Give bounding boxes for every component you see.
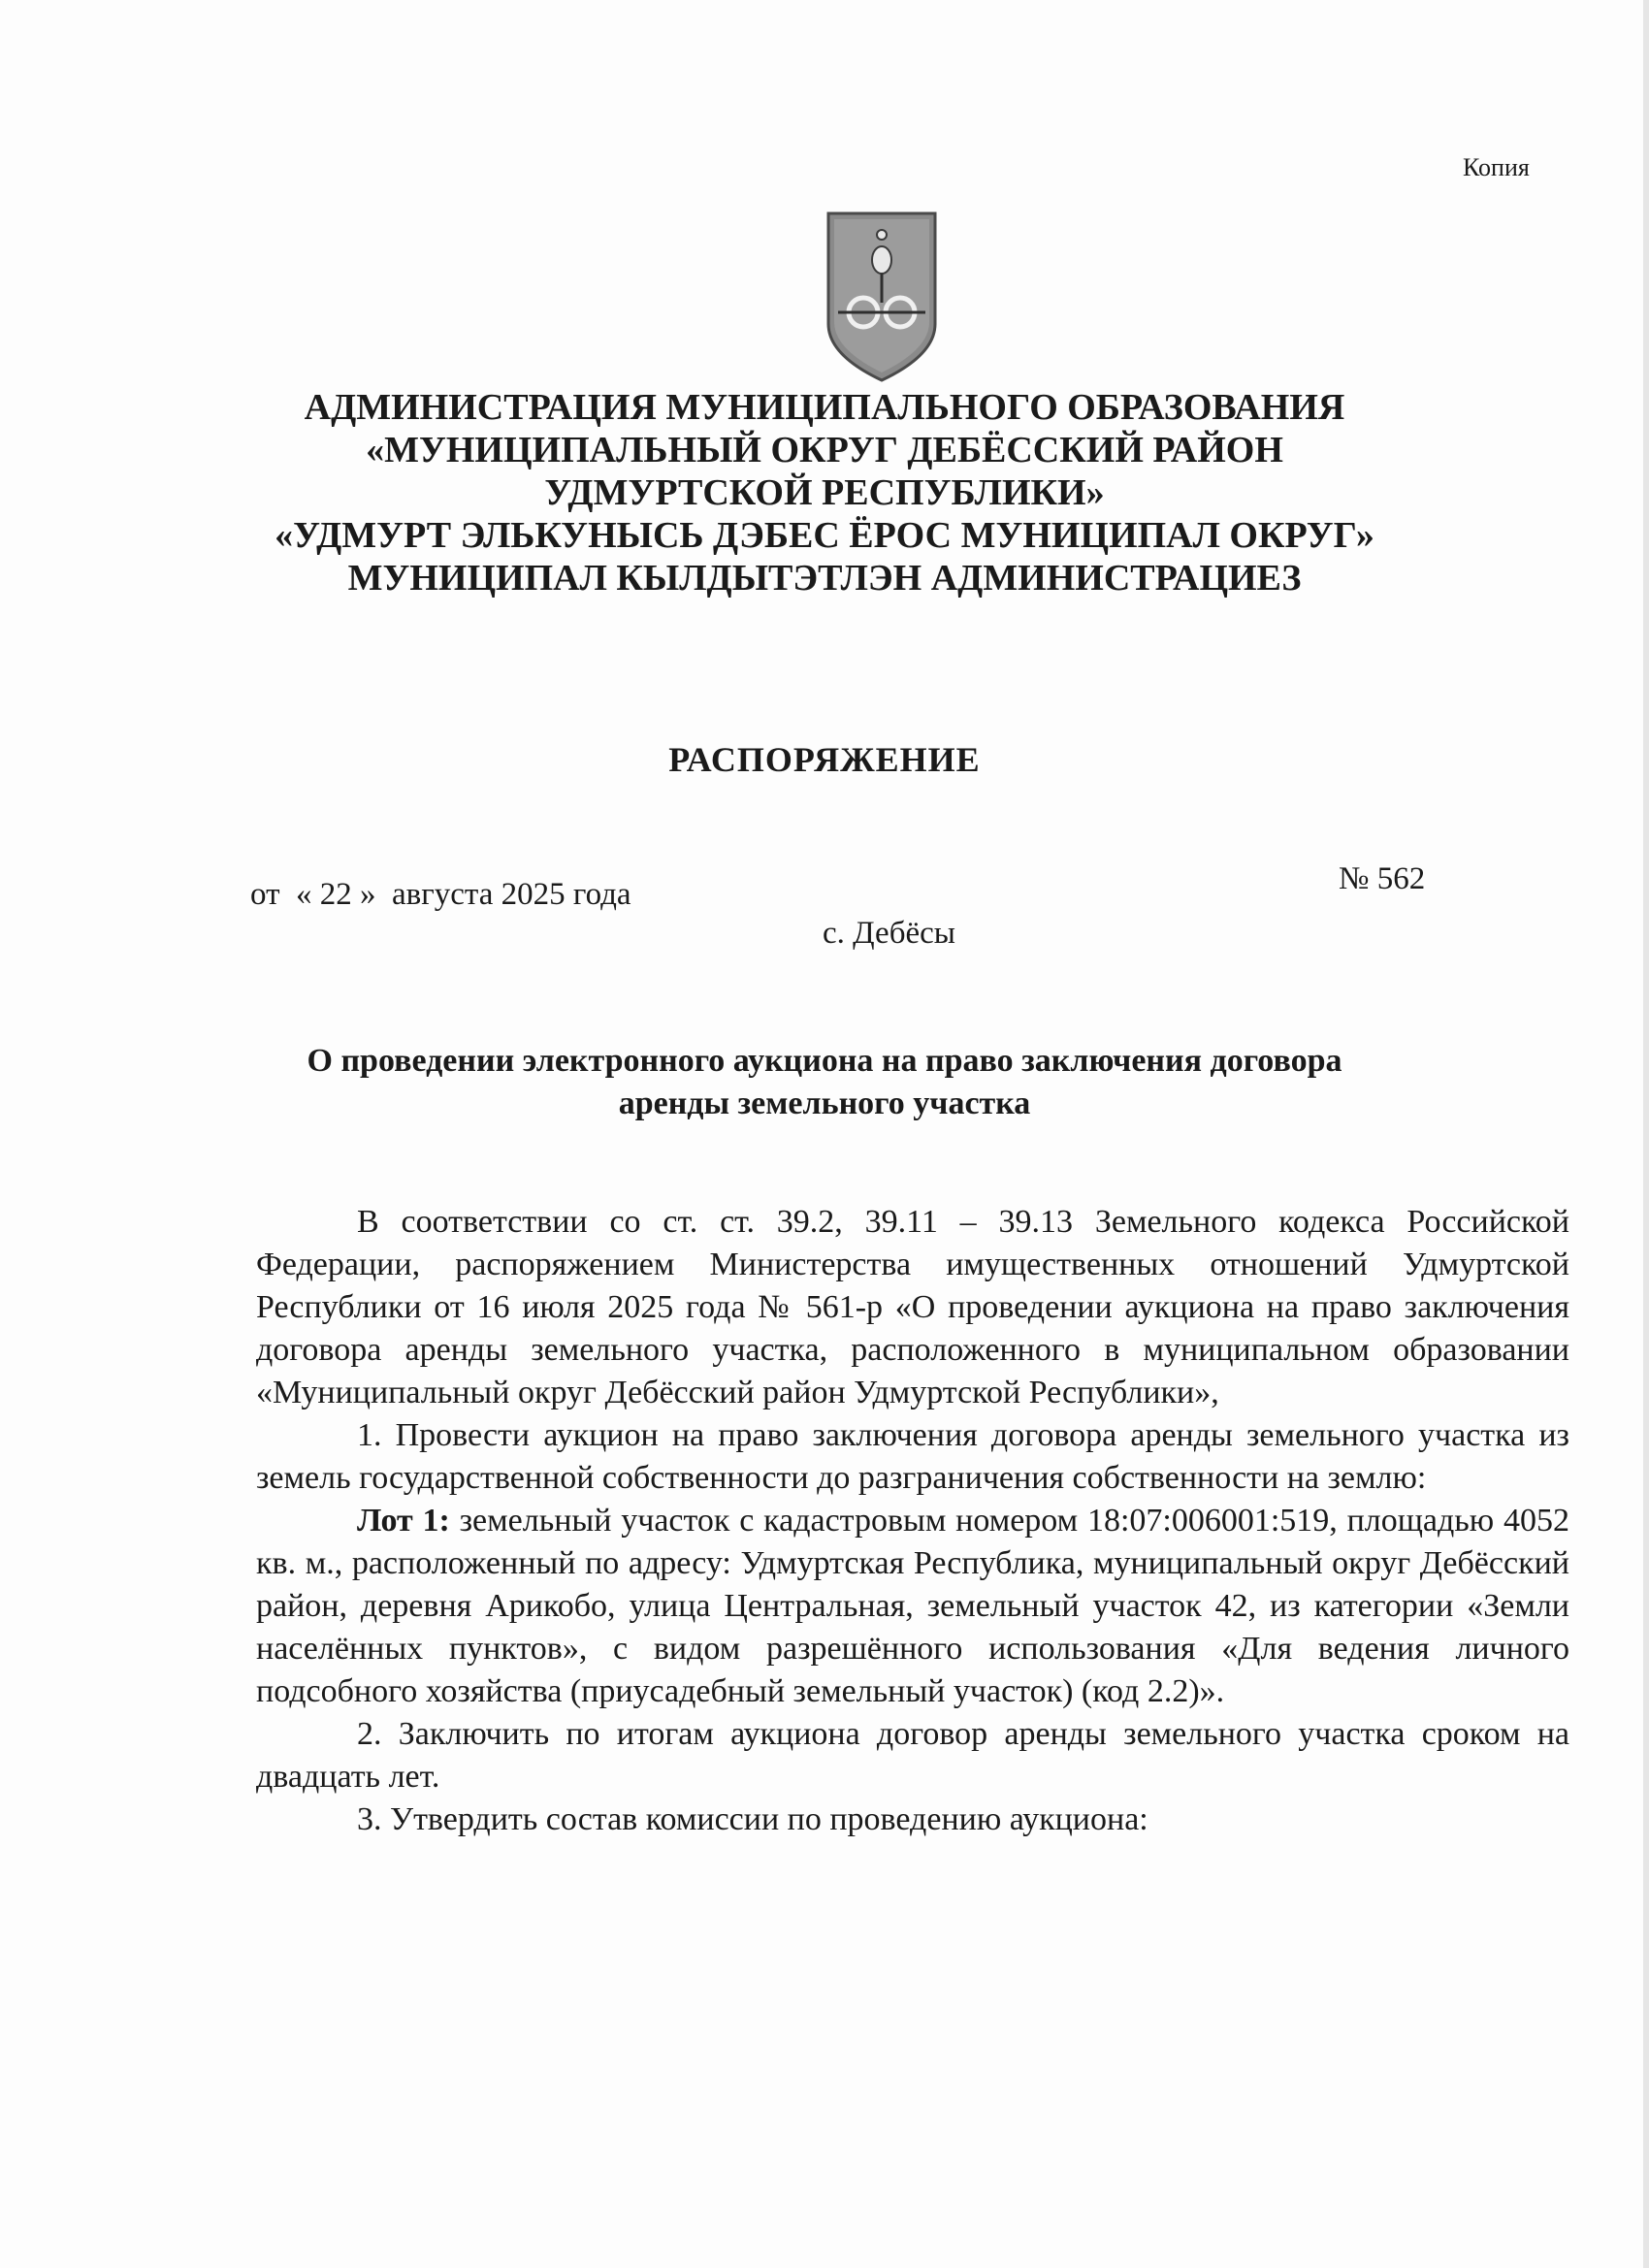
scan-edge: [1643, 0, 1649, 2268]
item-1-paragraph: 1. Провести аукцион на право заключения договора аренды земельного участка из земель государственной собственности до разграничения собственности на землю:: [256, 1417, 1569, 1496]
subject-line: О проведении электронного аукциона на право заключения договора: [307, 1043, 1342, 1079]
lot-text: земельный участок с кадастровым номером 18:07:006001:519, площадью 4052 кв. м., расположенный по адресу: Удмуртская Республика, муниципальный округ Дебёсский район, деревня Арикобо, улица Центральная, земельный участок 42, из категории «Земли населённых пунктов», с видом разрешённого использования «Для ведения личного подсобного хозяйства (приусадебный земельный участок) (код 2.2)».: [256, 1503, 1569, 1709]
item-3-paragraph: 3. Утвердить состав комиссии по проведению аукциона:: [357, 1801, 1148, 1837]
subject-line: аренды земельного участка: [618, 1085, 1031, 1121]
header-line: АДМИНИСТРАЦИЯ МУНИЦИПАЛЬНОГО ОБРАЗОВАНИЯ: [304, 387, 1345, 428]
document-subject: [0, 1040, 1649, 1125]
document-body: [256, 1201, 1569, 1841]
document-number: № 562: [1339, 861, 1426, 896]
lot-1-paragraph: [256, 1500, 1569, 1713]
header-line: УДМУРТСКОЙ РЕСПУБЛИКИ»: [544, 472, 1105, 513]
lot-label: Лот 1:: [357, 1503, 450, 1539]
document-date: от « 22 » августа 2025 года: [250, 877, 631, 912]
issuer-header: [0, 386, 1649, 599]
document-place: с. Дебёсы: [823, 916, 955, 951]
coat-of-arms-emblem: [824, 210, 939, 384]
preamble-paragraph: В соответствии со ст. ст. 39.2, 39.11 – 39.13 Земельного кодекса Российской Федерации, распоряжением Министерства имущественных отношений Удмуртской Республики от 16 июля 2025 года № 561-р «О проведении аукциона на право заключения договора аренды земельного участка, расположенного в муниципальном образовании «Муниципальный округ Дебёсский район Удмуртской Республики»,: [256, 1204, 1569, 1410]
item-2-paragraph: 2. Заключить по итогам аукциона договор аренды земельного участка сроком на двадцать лет.: [256, 1716, 1569, 1795]
header-line: «УДМУРТ ЭЛЬКУНЫСЬ ДЭБЕС ЁРОС МУНИЦИПАЛ ОКРУГ»: [275, 515, 1374, 556]
document-type-title: РАСПОРЯЖЕНИЕ: [668, 740, 981, 779]
header-line: «МУНИЦИПАЛЬНЫЙ ОКРУГ ДЕБЁССКИЙ РАЙОН: [366, 430, 1283, 470]
copy-mark: Копия: [1463, 153, 1530, 181]
header-line: МУНИЦИПАЛ КЫЛДЫТЭТЛЭН АДМИНИСТРАЦИЕЗ: [347, 558, 1302, 599]
